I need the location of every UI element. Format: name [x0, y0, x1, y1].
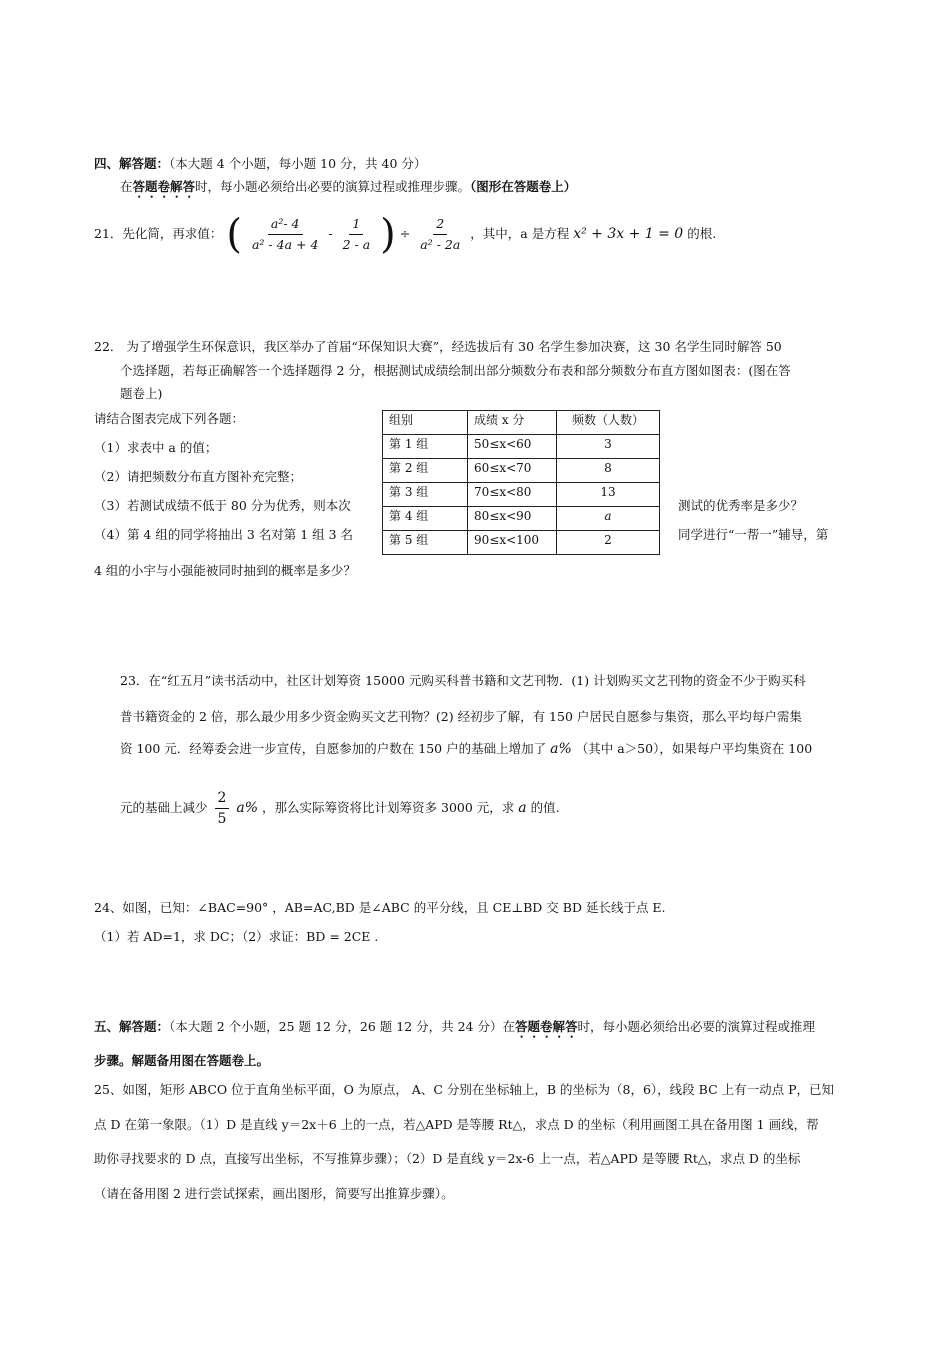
section4-header [94, 155, 426, 173]
table-cell: 90≤x<100 [468, 531, 557, 555]
q23-frac-denominator: 5 [217, 811, 227, 827]
q25-line-4: （请在备用图 2 进行尝试探索，画出图形，简要写出推算步骤）。 [94, 1186, 454, 1201]
q21-frac1-numerator: a²- 4 [268, 216, 303, 235]
table-cell: 13 [557, 483, 660, 507]
table-cell: 3 [557, 435, 660, 459]
q22-sub-1: （1）求表中 a 的值； [94, 440, 218, 455]
q22-line-3: 题卷上) [120, 386, 163, 401]
q23-line-3-post: （其中 a＞50），如果每户平均集资在 100 [575, 741, 813, 756]
q23-a-percent: a% [550, 741, 572, 757]
section5-title: 五、解答题： [94, 1019, 170, 1034]
section4-instr-bold: 答题卷解答 [132, 179, 196, 194]
table-header-row [383, 411, 660, 435]
section4-instructions [120, 178, 576, 201]
frequency-table [382, 410, 660, 555]
table-cell: 80≤x<90 [468, 507, 557, 531]
section5-line-2: 步骤。解题备用图在答题卷上。 [94, 1053, 270, 1068]
table-cell: 第 1 组 [383, 435, 468, 459]
q25-line-3: 助你寻找要求的 D 点，直接写出坐标，不写推算步骤）；（2）D 是直线 y＝2x-6 上一点，若△APD 是等腰 Rt△，求点 D 的坐标 [94, 1151, 801, 1166]
q21-minus: - [328, 226, 333, 241]
q21-frac1-denominator: a² - 4a + 4 [251, 237, 319, 252]
q21-frac2-numerator: 1 [349, 216, 363, 235]
q22-intro: 请结合图表完成下列各题： [94, 411, 245, 426]
q21-frac3-numerator: 2 [433, 216, 447, 235]
table-cell: 60≤x<70 [468, 459, 557, 483]
question-21 [94, 212, 716, 256]
table-cell: 第 4 组 [383, 507, 468, 531]
q24-line-2: （1）若 AD=1，求 DC；（2）求证：BD = 2CE . [94, 929, 379, 944]
q22-line-1: 22． 为了增强学生环保意识，我区举办了首届“环保知识大赛”，经选拔后有 30 名学生参加决赛，这 30 名学生同时解答 50 [94, 339, 782, 354]
table-row [383, 531, 660, 555]
q21-close-paren: ) [380, 211, 396, 258]
q24-line-1: 24、如图，已知：∠BAC=90° ，AB=AC,BD 是∠ABC 的平分线，且 CE⊥BD 交 BD 延长线于点 E. [94, 900, 666, 915]
table-cell: 2 [557, 531, 660, 555]
q23-frac-numerator: 2 [215, 790, 230, 809]
q21-prefix: 21．先化简，再求值： [94, 226, 223, 241]
section4-title: 四、解答题： [94, 156, 170, 171]
q21-open-paren: ( [226, 211, 242, 258]
q21-fraction-2 [340, 216, 374, 253]
q21-divide: ÷ [399, 226, 411, 241]
q23-line-4 [120, 786, 560, 830]
table-cell: 70≤x<80 [468, 483, 557, 507]
q23-line-4-end: 的值. [530, 800, 560, 815]
q23-line-1: 23．在“红五月”读书活动中，社区计划筹资 15000 元购买科普书籍和文艺刊物．(1) 计划购买文艺刊物的资金不少于购买科 [120, 673, 806, 688]
q21-suffix: 的根. [687, 226, 717, 241]
section4-instr-tail: （图形在答题卷上） [470, 179, 577, 194]
q23-a-percent-2: a% [236, 800, 259, 816]
q25-line-1: 25、如图，矩形 ABCO 位于直角坐标平面，O 为原点， A、C 分别在坐标轴上，B 的坐标为（8，6），线段 BC 上有一动点 P，已知 [94, 1082, 834, 1097]
section5-bold: 答题卷解答 [514, 1019, 578, 1034]
q22-sub-2: （2）请把频数分布直方图补充完整； [94, 469, 302, 484]
table-cell: a [557, 507, 660, 531]
q21-fraction-3 [417, 216, 463, 253]
q23-line-3 [120, 740, 812, 758]
table-cell: 50≤x<60 [468, 435, 557, 459]
q21-frac2-denominator: 2 - a [342, 237, 371, 252]
section4-instr-pre: 在 [120, 179, 133, 194]
q23-line-2: 普书籍资金的 2 倍，那么最少用多少资金购买文艺刊物？(2) 经初步了解，有 150 户居民自愿参与集资，那么平均每户需集 [120, 709, 802, 724]
q22-sub-4-left: （4）第 4 组的同学将抽出 3 名对第 1 组 3 名 [94, 527, 354, 542]
q22-sub-4-continued: 4 组的小宇与小强能被同时抽到的概率是多少？ [94, 563, 356, 578]
section4-meta: （本大题 4 个小题，每小题 10 分，共 40 分） [169, 156, 427, 171]
section5-header [94, 1018, 815, 1041]
table-cell: 第 3 组 [383, 483, 468, 507]
table-row [383, 459, 660, 483]
q22-sub-3-right: 测试的优秀率是多少？ [678, 498, 804, 513]
section5-tail: 时，每小题必须给出必要的演算过程或推理 [577, 1019, 816, 1034]
q23-line-3-pre: 资 100 元．经筹委会进一步宣传，自愿参加的户数在 150 户的基础上增加了 [120, 741, 547, 756]
q21-fraction-1 [249, 216, 321, 253]
q22-sub-4-right: 同学进行“一帮一”辅导，第 [678, 527, 829, 542]
table-cell: 第 5 组 [383, 531, 468, 555]
table-row [383, 483, 660, 507]
q21-equation: x² + 3x + 1 = 0 [573, 226, 684, 242]
table-header: 成绩 x 分 [468, 411, 557, 435]
table-header: 组别 [383, 411, 468, 435]
q22-sub-3-left: （3）若测试成绩不低于 80 分为优秀，则本次 [94, 498, 351, 513]
q23-fraction [215, 790, 230, 827]
q21-frac3-denominator: a² - 2a [420, 237, 461, 252]
q23-line-4-post: ，那么实际筹资将比计划筹资多 3000 元，求 [262, 800, 515, 815]
table-header: 频数（人数） [557, 411, 660, 435]
table-cell: 第 2 组 [383, 459, 468, 483]
table-cell: 8 [557, 459, 660, 483]
table-row [383, 435, 660, 459]
q23-variable-a: a [518, 800, 527, 816]
q22-line-2: 个选择题，若每正确解答一个选择题得 2 分，根据测试成绩绘制出部分频数分布表和部分频数分布直方图如图表：(图在答 [120, 363, 791, 378]
q25-line-2: 点 D 在第一象限。（1）D 是直线 y＝2x＋6 上的一点，若△APD 是等腰 Rt△，求点 D 的坐标（利用画图工具在备用图 1 画线，帮 [94, 1117, 819, 1132]
q21-mid: ，其中，a 是方程 [470, 226, 570, 241]
table-row [383, 507, 660, 531]
section5-meta: （本大题 2 个小题，25 题 12 分，26 题 12 分，共 24 分）在 [169, 1019, 515, 1034]
q23-line-4-pre: 元的基础上减少 [120, 800, 208, 815]
section4-instr-mid: 时，每小题必须给出必要的演算过程或推理步骤。 [195, 179, 471, 194]
